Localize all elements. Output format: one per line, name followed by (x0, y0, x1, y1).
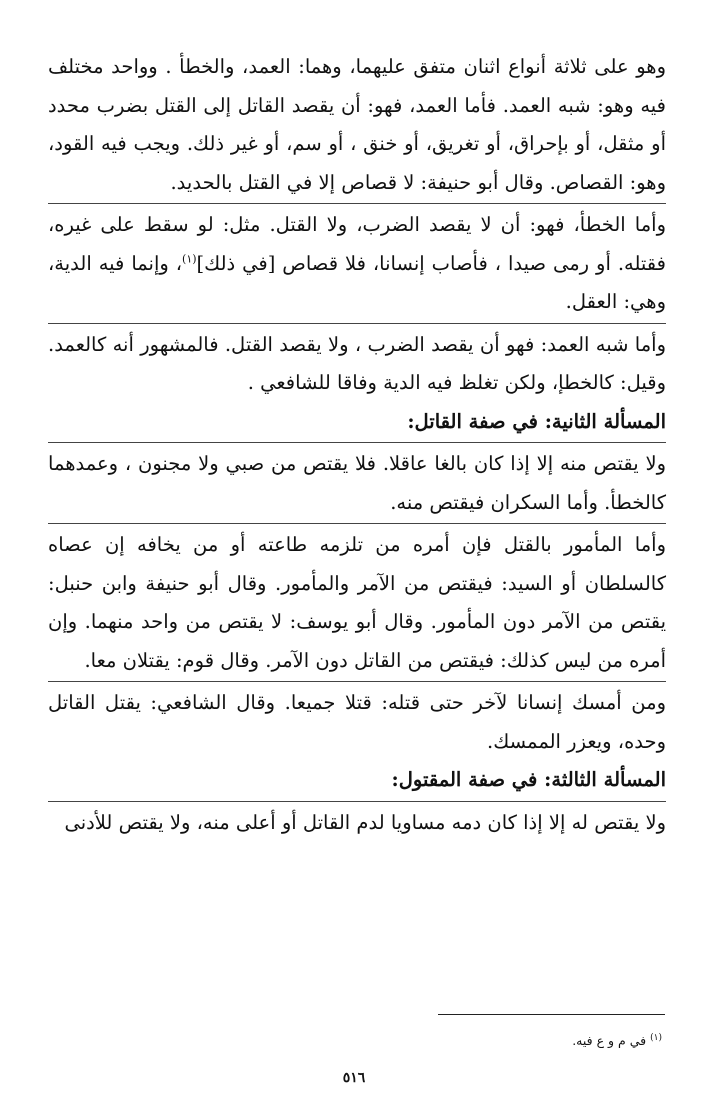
section-heading (48, 761, 666, 800)
main-text (48, 48, 666, 842)
paragraph (48, 203, 666, 322)
footnote-mark: (١) (650, 1033, 662, 1043)
footnote (572, 1030, 662, 1049)
paragraph-text: ، وإنما فيه الدية، وهي: العقل. (48, 251, 666, 313)
section-heading (48, 403, 666, 442)
paragraph-text: وأما شبه العمد: فهو أن يقصد الضرب ، ولا يقصد القتل. فالمشهور أنه كالعمد. وقيل: كالخطإ، ولكن تغلظ فيه الدية وفاقا للشافعي . (48, 332, 666, 394)
footnote-text: في م و ع فيه. (572, 1033, 647, 1049)
page-number: ٥١٦ (342, 1070, 366, 1086)
footnote-reference[interactable]: (١) (182, 252, 197, 265)
paragraph (48, 323, 666, 403)
paragraph-text: وأما الخطأ، فهو: أن لا يقصد الضرب، ولا القتل. مثل: لو سقط على غيره، فقتله. أو رمى صيدا ، فأصاب إنسانا، فلا قصاص [في ذلك] (48, 213, 666, 275)
paragraph-text: المسألة الثالثة: في صفة المقتول: (391, 768, 666, 791)
paragraph-text: ومن أمسك إنسانا لآخر حتى قتله: قتلا جميعا. وقال الشافعي: يقتل القاتل وحده، ويعزر الممسك. (48, 691, 666, 753)
paragraph-text: ولا يقتص له إلا إذا كان دمه مساويا لدم القاتل أو أعلى منه، ولا يقتص للأدنى (64, 810, 666, 834)
paragraph (48, 801, 666, 843)
paragraph-text: وأما المأمور بالقتل فإن أمره من تلزمه طاعته أو من يخافه إن عصاه كالسلطان أو السيد: فيقتص من الآمر والمأمور. وقال أبو حنيفة وابن حنبل: يقتص من الآمر دون المأمور. وقال أبو يوسف: لا يقتص من واحد منهما. وإن أمره من ليس كذلك: فيقتص من القاتل دون الآمر. وقال قوم: يقتلان معا. (48, 533, 666, 672)
paragraph (48, 442, 666, 522)
paragraph (48, 48, 666, 202)
paragraph-text: ولا يقتص منه إلا إذا كان بالغا عاقلا. فلا يقتص من صبي ولا مجنون ، وعمدهما كالخطأ. وأما السكران فيقتص منه. (48, 452, 666, 514)
paragraph (48, 523, 666, 680)
footnote-separator (438, 1014, 665, 1015)
paragraph-text: المسألة الثانية: في صفة القاتل: (407, 409, 666, 433)
paragraph (48, 681, 666, 761)
paragraph-text: وهو على ثلاثة أنواع اثنان متفق عليهما، وهما: العمد، والخطأ . وواحد مختلف فيه وهو: شبه العمد. فأما العمد، فهو: أن يقصد القاتل إلى القتل بضرب محدد أو مثقل، أو بإحراق، أو تغريق، أو خنق ، أو سم، أو غير ذلك. ويجب فيه القود، وهو: القصاص. وقال أبو حنيفة: لا قصاص إلا في القتل بالحديد. (48, 55, 666, 194)
